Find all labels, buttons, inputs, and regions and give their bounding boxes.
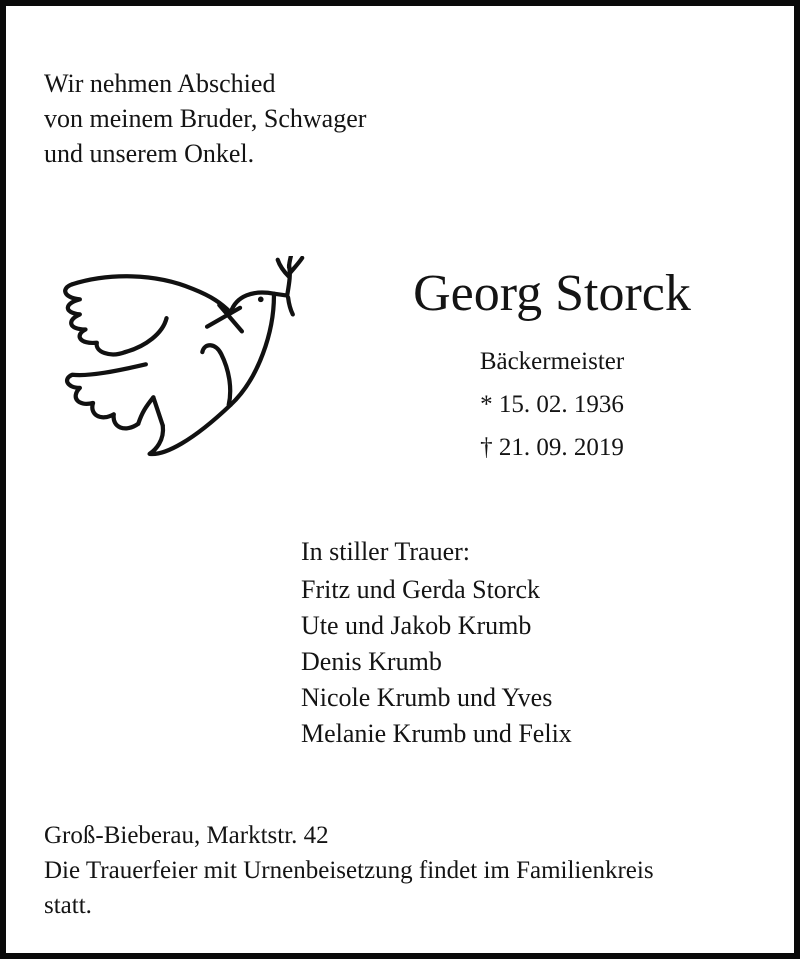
intro-text [44,66,366,171]
mourners-list [301,534,572,752]
death-date: † 21. 09. 2019 [480,434,624,461]
mourner-name: Fritz und Gerda Storck [301,575,541,604]
deceased-details [366,340,738,469]
intro-line: von meinem Bruder, Schwager [44,104,367,133]
funeral-notice-line: Die Trauerfeier mit Urnenbeisetzung findet im Familienkreis [44,857,654,884]
mourner-name: Denis Krumb [301,647,442,676]
intro-line: Wir nehmen Abschied [44,69,276,98]
funeral-notice-line: statt. [44,892,92,919]
mourner-name: Melanie Krumb und Felix [301,719,572,748]
intro-line: und unserem Onkel. [44,139,255,168]
dove-with-olive-branch-icon [51,256,316,468]
footer-info [44,818,654,923]
birth-date: * 15. 02. 1936 [480,391,624,418]
deceased-name: Georg Storck [413,265,691,322]
mourner-name: Ute und Jakob Krumb [301,611,532,640]
mourners-heading: In stiller Trauer: [301,537,470,566]
address: Groß-Bieberau, Marktstr. 42 [44,822,329,849]
mourner-name: Nicole Krumb und Yves [301,683,553,712]
profession: Bäckermeister [479,348,625,375]
